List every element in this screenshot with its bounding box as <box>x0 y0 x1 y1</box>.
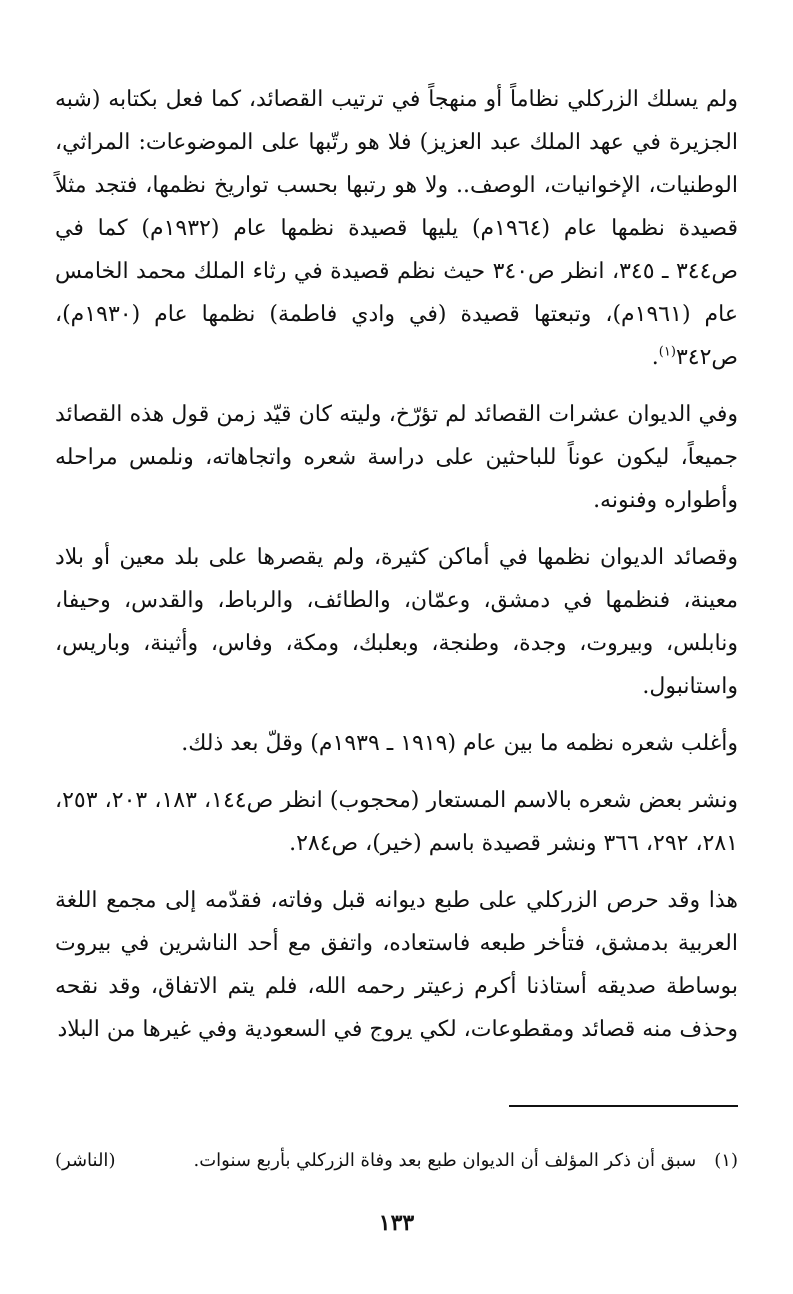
paragraph-1-end: . <box>651 345 659 370</box>
page-body <box>55 78 738 1065</box>
footnote-text: سبق أن ذكر المؤلف أن الديوان طبع بعد وفاة الزركلي بأربع سنوات. <box>193 1150 697 1171</box>
paragraph-2: وفي الديوان عشرات القصائد لم تؤرّخ، وليته كان قيّد زمن قول هذه القصائد جميعاً، ليكون عوناً للباحثين على دراسة شعره واتجاهاته، ونلمس مراحله وأطواره وفنونه. <box>55 402 738 513</box>
footnote-body <box>193 1146 738 1176</box>
paragraph-1-text: ولم يسلك الزركلي نظاماً أو منهجاً في ترتيب القصائد، كما فعل بكتابه (شبه الجزيرة في عهد الملك عبد العزيز) فلا هو رتّبها على الموضوعات: المراثي، الوطنيات، الإخوانيات، الوصف.. ولا هو رتبها بحسب تواريخ نظمها، فتجد مثلاً قصيدة نظمها عام (١٩٦٤م) يليها قصيدة نظمها عام (١٩٣٢م) كما في ص٣٤٤ ـ ٣٤٥، انظر ص٣٤٠ حيث نظم قصيدة في رثاء الملك محمد الخامس عام (١٩٦١م)، وتبعتها قصيدة (في وادي فاطمة) نظمها عام (١٩٣٠م)، ص٣٤٢ <box>55 87 739 370</box>
paragraph-6: هذا وقد حرص الزركلي على طبع ديوانه قبل وفاته، فقدّمه إلى مجمع اللغة العربية بدمشق، فتأخر طبعه فاستعاده، واتفق مع أحد الناشرين في بيروت بوساطة صديقه أستاذنا أكرم زعيتر رحمه الله، فلم يتم الاتفاق، وقد نقحه وحذف منه قصائد ومقطوعات، لكي يروج في السعودية وفي غيرها من البلاد <box>55 888 738 1042</box>
footnote-number: (١) <box>714 1150 738 1171</box>
footnote-divider <box>509 1105 738 1107</box>
page-number: ١٣٣ <box>378 1210 415 1236</box>
paragraph-5: ونشر بعض شعره بالاسم المستعار (محجوب) انظر ص١٤٤، ١٨٣، ٢٠٣، ٢٥٣، ٢٨١، ٢٩٢، ٣٦٦ ونشر قصيدة باسم (خير)، ص٢٨٤. <box>55 788 739 856</box>
footnote-reference: (١) <box>658 344 676 360</box>
paragraph-3: وقصائد الديوان نظمها في أماكن كثيرة، ولم يقصرها على بلد معين أو بلاد معينة، فنظمها في دمشق، وعمّان، والطائف، والرباط، والقدس، وحيفا، ونابلس، وبيروت، وجدة، وطنجة، وبعلبك، ومكة، وفاس، وأثينة، وباريس، واستانبول. <box>55 545 738 699</box>
footnote-attribution: (الناشر) <box>55 1150 116 1171</box>
paragraph-4: وأغلب شعره نظمه ما بين عام (١٩١٩ ـ ١٩٣٩م) وقلّ بعد ذلك. <box>181 731 738 756</box>
paragraph-1 <box>55 78 738 379</box>
footnote <box>55 1146 738 1176</box>
